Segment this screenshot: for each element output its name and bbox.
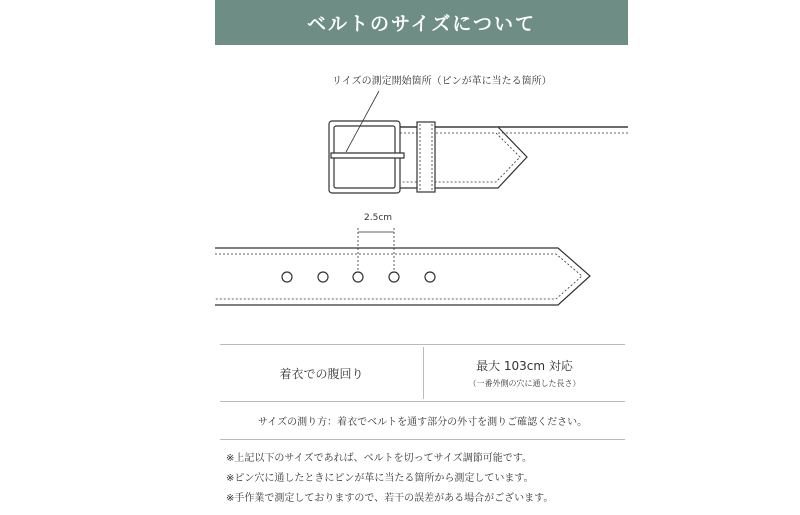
max-size-note: （一番外側の穴に通した長さ） [468, 379, 581, 388]
measurement-method-text: サイズの測り方：着衣でベルトを通す部分の外寸を測りご確認ください。 [257, 416, 588, 428]
belt-hole [282, 272, 292, 282]
belt-hole [353, 272, 363, 282]
strap-with-holes-illustration [215, 248, 590, 305]
max-size-cell [424, 345, 625, 401]
notes-list [226, 449, 553, 509]
table-bottom-border [220, 439, 625, 440]
belt-hole [425, 272, 435, 282]
belt-hole [389, 272, 399, 282]
max-size-value: 最大 103cm 対応 [476, 359, 573, 373]
note-item: ※上記以下のサイズであれば、ベルトを切ってサイズ調節可能です。 [226, 453, 532, 464]
measurement-start-callout: リイズの測定開始箇所（ピンが革に当たる箇所） [332, 76, 552, 87]
hole-spacing-label: 2.5cm [364, 213, 393, 223]
waist-label: 着衣での腹回り [279, 366, 364, 381]
hole-spacing-indicator [358, 228, 394, 270]
note-item: ※手作業で測定しておりますので、若干の誤差がある場合がございます。 [226, 493, 554, 504]
measurement-method [220, 402, 625, 438]
belt-hole [318, 272, 328, 282]
note-item: ※ピン穴に通したときにピンが革に当たる箇所から測定しています。 [226, 473, 534, 484]
belt-holes [282, 272, 435, 282]
waist-label-cell [220, 345, 423, 401]
buckle-belt-illustration [329, 121, 628, 193]
section-title: ベルトのサイズについて [306, 13, 537, 35]
